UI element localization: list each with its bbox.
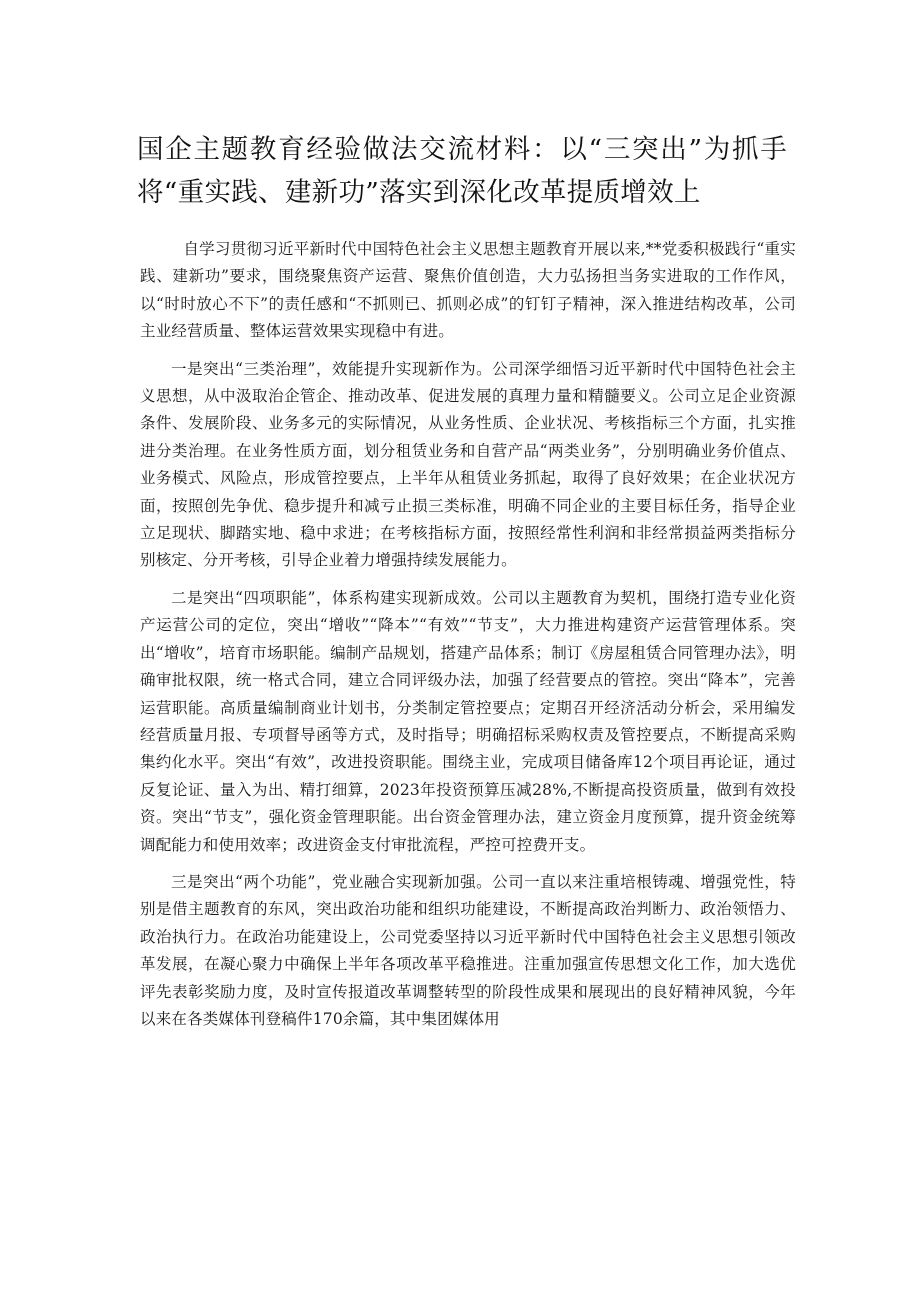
paragraph-two-functions: 三是突出“两个功能”，党业融合实现新加强。公司一直以来注重培根铸魂、增强党性，特别是借主题教育的东风，突出政治功能和组织功能建设，不断提高政治判断力、政治领悟力、政治执行力。在政治功能建设上，公司党委坚持以习近平新时代中国特色社会主义思想引领改革发展，在凝心聚力中确保上半年各项改革平稳推进。注重加强宣传思想文化工作，加大选优评先表彰奖励力度，及时宣传报道改革调整转型的阶段性成果和展现出的良好精神风貌，今年以来在各类媒体刊登稿件170余篇，其中集团媒体用	[140, 872, 796, 1028]
document-title: 国企主题教育经验做法交流材料：以“三突出”为抓手将“重实践、建新功”落实到深化改革提质增效上	[137, 134, 787, 208]
document-body	[140, 236, 796, 1043]
paragraph-intro: 自学习贯彻习近平新时代中国特色社会主义思想主题教育开展以来,**党委积极践行“重实践、建新功”要求，围绕聚焦资产运营、聚焦价值创造，大力弘扬担当务实进取的工作作风，以“时时放心不下”的责任感和“不抓则已、抓则必成”的钉钉子精神，深入推进结构改革，公司主业经营质量、整体运营效果实现稳中有进。	[140, 240, 796, 341]
paragraph-four-functions: 二是突出“四项职能”，体系构建实现新成效。公司以主题教育为契机，围绕打造专业化资产运营公司的定位，突出“增收”“降本”“有效”“节支”，大力推进构建资产运营管理体系。突出“增收”，培育市场职能。编制产品规划，搭建产品体系；制订《房屋租赁合同管理办法》，明确审批权限，统一格式合同，建立合同评级办法，加强了经营要点的管控。突出“降本”，完善运营职能。高质量编制商业计划书，分类制定管控要点；定期召开经济活动分析会，采用编发经营质量月报、专项督导函等方式，及时指导；明确招标采购权责及管控要点，不断提高采购集约化水平。突出“有效”，改进投资职能。围绕主业，完成项目储备库12个项目再论证，通过反复论证、量入为出、精打细算，2023年投资预算压减28%,不断提高投资质量，做到有效投资。突出“节支”，强化资金管理职能。出台资金管理办法，建立资金月度预算，提升资金统筹调配能力和使用效率；改进资金支付审批流程，严控可控费开支。	[140, 588, 796, 854]
paragraph-three-governance: 一是突出“三类治理”，效能提升实现新作为。公司深学细悟习近平新时代中国特色社会主义思想，从中汲取治企管企、推动改革、促进发展的真理力量和精髓要义。公司立足企业资源条件、发展阶段、业务多元的实际情况，从业务性质、企业状况、考核指标三个方面，扎实推进分类治理。在业务性质方面，划分租赁业务和自营产品“两类业务”，分别明确业务价值点、业务模式、风险点，形成管控要点，上半年从租赁业务抓起，取得了良好效果；在企业状况方面，按照创先争优、稳步提升和减亏止损三类标准，明确不同企业的主要目标任务，指导企业立足现状、脚踏实地、稳中求进；在考核指标方面，按照经常性利润和非经常损益两类指标分别核定、分开考核，引导企业着力增强持续发展能力。	[140, 359, 796, 570]
